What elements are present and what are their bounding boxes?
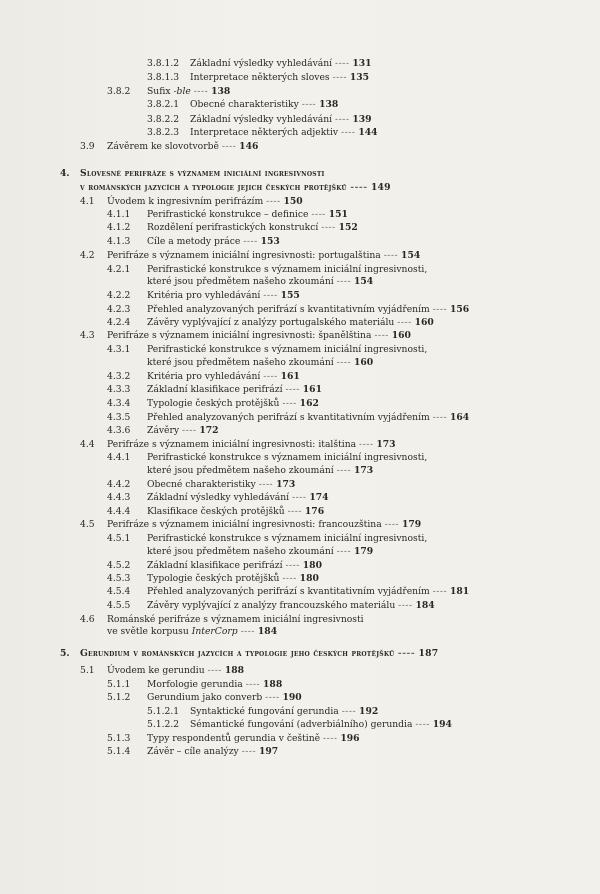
toc-title: v románských jazycích a typologie jejich českých protějšků	[80, 181, 347, 193]
toc-title: Přehled analyzovaných perifrází s kvantitativním vyjádřením	[147, 586, 430, 598]
toc-number: 3.9	[80, 140, 95, 152]
toc-page: 188	[263, 678, 283, 690]
toc-title: Závěry	[147, 425, 180, 437]
toc-title-italic: InterCorp	[191, 626, 238, 638]
toc-page: 152	[338, 222, 358, 234]
toc-number: 4.3.5	[107, 411, 131, 423]
toc-page: 155	[280, 290, 300, 302]
toc-page: 179	[353, 545, 374, 557]
toc-title: Perifrastické konstrukce s významem iniciální ingresivnosti,	[147, 452, 428, 464]
toc-title: které jsou předmětem našeho zkoumání	[147, 545, 334, 557]
toc-number: 4.4.1	[107, 452, 131, 464]
toc-page: 131	[352, 58, 372, 69]
toc-number: 4.	[60, 168, 70, 180]
toc-number: 4.2.3	[107, 303, 131, 315]
toc-number: 5.	[60, 648, 70, 660]
toc-title-italic: -ble	[173, 86, 191, 98]
toc-page: 196	[340, 732, 360, 744]
toc-title: Závěry vyplývající z analýzy portugalského materiálu	[147, 317, 395, 328]
toc-title: Úvodem ke gerundiu	[107, 665, 205, 677]
toc-leader: ----	[336, 356, 352, 368]
toc-title: Perifráze s významem iniciální ingresivnosti: italština	[107, 439, 357, 451]
toc-title: Gerundium v románských jazycích a typologie jeho českých protějšků	[80, 648, 395, 660]
toc-number: 4.2.2	[107, 290, 131, 302]
toc-title: Perifráze s významem iniciální ingresivnosti: francouzština	[107, 519, 382, 531]
toc-number: 4.2.4	[107, 317, 131, 328]
toc-title: Románské perifráze s významem iniciální ingresivnosti	[107, 613, 364, 625]
toc-leader: ----	[397, 317, 412, 328]
toc-leader: ----	[359, 439, 374, 451]
toc-page: 154	[401, 249, 421, 261]
toc-leader: ----	[301, 99, 317, 111]
toc-leader: ----	[285, 559, 300, 571]
toc-number: 4.1.3	[107, 236, 131, 248]
toc-leader: ----	[285, 384, 300, 396]
toc-leader: ----	[335, 58, 350, 69]
toc-leader: ----	[311, 208, 326, 220]
toc-leader: ----	[245, 678, 261, 690]
toc-leader: ----	[432, 303, 448, 315]
toc-leader: ----	[398, 599, 413, 611]
toc-leader: ----	[336, 545, 352, 557]
toc-page: 162	[299, 397, 319, 409]
toc-title: Perifrastické konstrukce s významem iniciální ingresivnosti,	[147, 263, 428, 275]
toc-number: 4.3	[80, 330, 95, 342]
toc-page: 184	[257, 626, 278, 638]
toc-number: 5.1	[80, 665, 95, 677]
toc-title: Závěrem ke slovotvorbě	[107, 140, 219, 152]
toc-number: 3.8.2.2	[147, 113, 180, 125]
toc-number: 5.1.2.2	[147, 719, 180, 731]
toc-leader: ----	[415, 719, 430, 731]
toc-number: 4.4	[80, 439, 95, 451]
toc-title: Klasifikace českých protějšků	[147, 505, 285, 517]
toc-leader: ----	[263, 371, 278, 383]
toc-title: Typologie českých protějšků	[147, 573, 280, 585]
toc-leader: ----	[341, 705, 357, 717]
toc-page: 156	[450, 303, 470, 315]
toc-number: 3.8.2.1	[147, 99, 180, 111]
toc-leader: ----	[287, 505, 302, 517]
toc-page: 149	[370, 181, 391, 193]
toc-page: 173	[353, 465, 374, 476]
toc-leader: ----	[432, 586, 448, 598]
toc-leader: ----	[265, 692, 280, 704]
toc-page: 160	[414, 317, 434, 328]
toc-title: Obecné charakteristiky	[147, 479, 256, 491]
toc-page: 154	[353, 276, 374, 288]
toc-page: 160	[353, 356, 374, 368]
toc-page: 180	[302, 559, 322, 571]
toc-leader: ----	[243, 236, 258, 248]
toc-title: Sufix	[147, 86, 174, 98]
toc-title: Perifráze s významem iniciální ingresivnosti: portugalština	[107, 249, 381, 261]
toc-title: Základní výsledky vyhledávání	[190, 58, 333, 69]
toc-leader: ----	[374, 330, 389, 342]
toc-leader: ----	[383, 249, 399, 261]
toc-number: 4.5.1	[107, 533, 131, 545]
toc-title: Základní klasifikace perifrází	[147, 559, 283, 571]
toc-title: Typologie českých protějšků	[147, 397, 280, 409]
toc-number: 4.1.1	[107, 208, 131, 220]
toc-title: Cíle a metody práce	[147, 236, 241, 248]
toc-leader: ----	[240, 626, 255, 638]
toc-number: 3.8.1.3	[147, 72, 180, 84]
toc-number: 4.3.2	[107, 371, 131, 383]
toc-page: 190	[282, 692, 302, 704]
toc-page: 184	[415, 599, 435, 611]
toc-number: 4.5.3	[107, 573, 131, 585]
toc-number: 3.8.2.3	[147, 126, 180, 138]
toc-title: Perifrastické konstrukce – definice	[147, 208, 309, 220]
toc-page: 135	[349, 72, 370, 84]
toc-leader: ----	[321, 222, 336, 234]
toc-leader: ----	[323, 732, 338, 744]
toc-number: 4.2.1	[107, 263, 131, 275]
toc-title: které jsou předmětem našeho zkoumání	[147, 465, 334, 476]
toc-page: 174	[309, 492, 329, 504]
toc-leader: ----	[292, 492, 307, 504]
toc-title: Kritéria pro vyhledávání	[147, 371, 261, 383]
toc-page: 188	[224, 665, 245, 677]
toc-title: Závěr – cíle analýzy	[147, 746, 239, 758]
toc-number: 5.1.1	[107, 678, 131, 690]
toc-number: 5.1.2	[107, 692, 131, 704]
toc-leader: ----	[336, 276, 352, 288]
toc-number: 4.3.4	[107, 397, 131, 409]
toc-title: Přehled analyzovaných perifrází s kvantitativním vyjádřením	[147, 411, 430, 423]
toc-title: Rozdělení perifrastických konstrukcí	[147, 222, 319, 234]
toc-number: 4.1.2	[107, 222, 131, 234]
toc-number: 5.1.4	[107, 746, 131, 758]
toc-title: Základní výsledky vyhledávání	[147, 492, 290, 504]
toc-title: Obecné charakteristiky	[190, 99, 299, 111]
toc-number: 4.3.3	[107, 384, 131, 396]
toc-number: 3.8.2	[107, 86, 131, 98]
toc-title: Syntaktické fungování gerundia	[190, 705, 339, 717]
toc-leader: ----	[282, 397, 297, 409]
toc-page: 176	[304, 505, 325, 517]
toc-number: 5.1.3	[107, 732, 131, 744]
toc-page: 138	[319, 99, 339, 111]
toc-title: ve světle korpusu	[107, 626, 192, 638]
toc-leader: ----	[350, 181, 368, 193]
toc-page: 144	[358, 126, 378, 138]
toc-title: Gerundium jako converb	[147, 692, 263, 704]
toc-title: Perifráze s významem iniciální ingresivnosti: španělština	[107, 330, 372, 342]
toc-leader: ----	[341, 126, 356, 138]
toc-number: 4.5	[80, 519, 95, 531]
toc-number: 4.4.2	[107, 479, 131, 491]
toc-page: 161	[280, 371, 300, 383]
toc-leader: ----	[241, 746, 257, 758]
toc-leader: ----	[221, 140, 237, 152]
toc-leader: ----	[258, 479, 274, 491]
toc-leader: ----	[432, 411, 448, 423]
toc-title: Typy respondentů gerundia v češtině	[147, 732, 321, 744]
toc-page: 173	[376, 439, 396, 451]
toc-leader: ----	[266, 195, 281, 207]
toc-page: 150	[283, 195, 303, 207]
toc-leader: ----	[335, 113, 350, 125]
toc-number: 4.6	[80, 613, 95, 625]
toc-leader: ----	[397, 648, 416, 660]
toc-page: 146	[239, 140, 259, 152]
toc-title: Morfologie gerundia	[147, 678, 243, 690]
toc-page: 173	[276, 479, 296, 491]
toc-title: Sémantické fungování (adverbiálního) gerundia	[190, 719, 413, 731]
toc-number: 4.5.4	[107, 586, 131, 598]
toc-leader: ----	[282, 573, 297, 585]
toc-page: 192	[359, 705, 379, 717]
toc-title: Základní klasifikace perifrází	[147, 384, 283, 396]
toc-page: 139	[352, 113, 372, 125]
toc-title: Perifrastické konstrukce s významem iniciální ingresivnosti,	[147, 533, 428, 545]
toc-number: 3.8.1.2	[147, 58, 180, 69]
toc-page: 153	[260, 236, 280, 248]
toc-page: 172	[199, 425, 219, 437]
toc-title: Interpretace některých sloves	[190, 72, 330, 84]
toc-page: 181	[450, 586, 470, 598]
toc-page: 138	[211, 86, 231, 98]
toc-page: 180	[299, 573, 319, 585]
toc-title: Interpretace některých adjektiv	[190, 126, 339, 138]
toc-number: 4.2	[80, 249, 95, 261]
toc-number: 5.1.2.1	[147, 705, 180, 717]
toc-page: 194	[432, 719, 452, 731]
toc-title: Slovesné perifráze s významem iniciální ingresivnosti	[80, 168, 325, 180]
toc-title: Závěry vyplývající z analýzy francouzského materiálu	[147, 599, 396, 611]
toc-number: 4.5.2	[107, 559, 131, 571]
toc-title: Kritéria pro vyhledávání	[147, 290, 261, 302]
toc-number: 4.3.1	[107, 344, 131, 356]
toc-page: 164	[450, 411, 470, 423]
toc-page: 179	[401, 519, 422, 531]
toc-leader: ----	[263, 290, 278, 302]
toc-page: 151	[328, 208, 348, 220]
toc-title: Základní výsledky vyhledávání	[190, 113, 333, 125]
toc-leader: ----	[193, 86, 209, 98]
toc-leader: ----	[182, 425, 197, 437]
toc-leader: ----	[207, 665, 222, 677]
toc-title: Přehled analyzovaných perifrází s kvantitativním vyjádřením	[147, 303, 430, 315]
toc-number: 4.4.4	[107, 505, 131, 517]
toc-title: které jsou předmětem našeho zkoumání	[147, 276, 334, 288]
toc-title: Perifrastické konstrukce s významem iniciální ingresivnosti,	[147, 344, 428, 356]
toc-page: 161	[302, 384, 322, 396]
toc-number: 4.1	[80, 195, 95, 207]
toc-leader: ----	[332, 72, 347, 84]
toc-number: 4.5.5	[107, 599, 131, 611]
toc-page: 187	[418, 648, 439, 660]
toc-leader: ----	[384, 519, 400, 531]
toc-title: které jsou předmětem našeho zkoumání	[147, 356, 334, 368]
toc-number: 4.3.6	[107, 425, 131, 437]
toc-page: 160	[391, 330, 411, 342]
toc-number: 4.4.3	[107, 492, 131, 504]
toc-leader: ----	[336, 465, 352, 476]
toc-title: Úvodem k ingresivním perifrázím	[107, 195, 264, 207]
toc-page: 197	[259, 746, 279, 758]
